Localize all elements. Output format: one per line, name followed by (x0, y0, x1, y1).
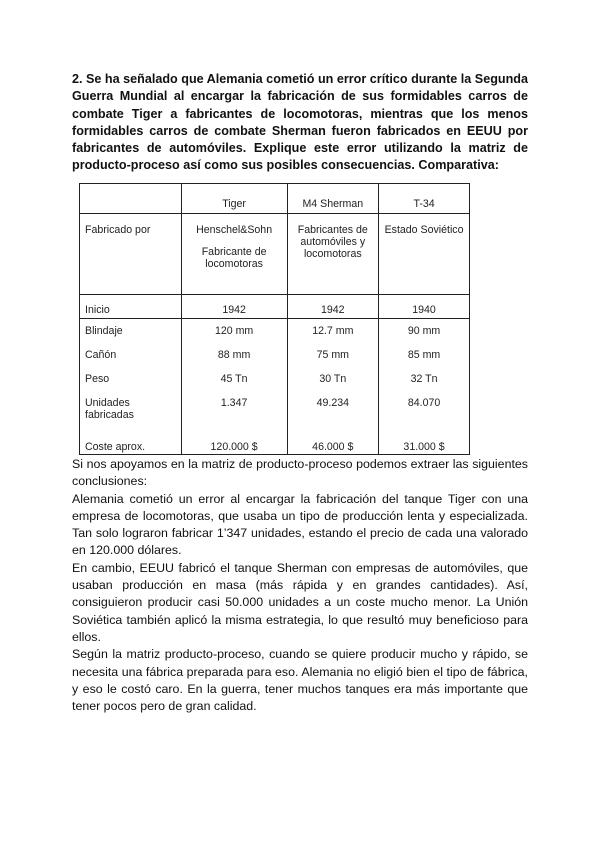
table-row-gun (80, 343, 470, 367)
cell-sherman: 12.7 mm (287, 319, 379, 344)
table-row-start (80, 295, 470, 319)
tiger-manufacturer: Henschel&Sohn (196, 224, 273, 236)
cell-t34: 90 mm (379, 319, 470, 344)
row-label: Cañón (80, 343, 182, 367)
cell-sherman: 46.000 $ (287, 435, 379, 455)
table-row-weight (80, 367, 470, 391)
row-label: Fabricado por (80, 214, 182, 295)
cell-t34: Estado Soviético (379, 214, 470, 295)
table-row-units (80, 391, 470, 435)
cell-sherman: 30 Tn (287, 367, 379, 391)
cell-tiger: 88 mm (181, 343, 287, 367)
answer-paragraph: Según la matriz producto-proceso, cuando se quiere producir mucho y rápido, se necesita una fábrica preparada para eso. Alemania no eligió bien el tipo de fábrica, y eso le costó caro. En la guerra, tener muchos tanques era más importante que tener pocos pero de gran calidad. (72, 647, 528, 714)
cell-t34: 85 mm (379, 343, 470, 367)
cell-tiger: 120 mm (181, 319, 287, 344)
row-label: Blindaje (80, 319, 182, 344)
table-row-armor (80, 319, 470, 344)
row-label: Peso (80, 367, 182, 391)
cell-t34: 1940 (379, 295, 470, 319)
cell-tiger: 1.347 (181, 391, 287, 435)
cell-tiger: 120.000 $ (181, 435, 287, 455)
answer-paragraph: Si nos apoyamos en la matriz de producto-proceso podemos extraer las siguientes conclusiones: (72, 457, 528, 489)
cell-t34: 84.070 (379, 391, 470, 435)
answer-paragraph: En cambio, EEUU fabricó el tanque Sherman con empresas de automóviles, que usaban producción en masa (más rápida y en grandes cantidades). Así, consiguieron producir casi 50.000 unidades a un coste mucho menor. La Unión Soviética también aplicó la misma estrategia, lo que resultó muy beneficioso para ellos. (72, 560, 528, 644)
question-text: 2. Se ha señalado que Alemania cometió un error crítico durante la Segunda Guerra Mundial al encargar la fabricación de sus formidables carros de combate Tiger a fabricantes de locomotoras, mientras que los menos formidables carros de combate Sherman fueron fabricados en EEUU por fabricantes de automóviles. Explique este error utilizando la matriz de producto-proceso así como sus posibles consecuencias. Comparativa: (72, 72, 528, 173)
cell-sherman: Fabricantes de automóviles y locomotoras (287, 214, 379, 295)
cell-tiger: 1942 (181, 295, 287, 319)
header-tiger: Tiger (181, 184, 287, 214)
cell-t34: 32 Tn (379, 367, 470, 391)
cell-sherman: 49.234 (287, 391, 379, 435)
cell-tiger: 45 Tn (181, 367, 287, 391)
answer-paragraph: Alemania cometió un error al encargar la fabricación del tanque Tiger con una empresa de locomotoras, que usaba un tipo de producción lenta y especializada. Tan solo lograron fabricar 1’347 unidades, estando el precio de cada una valorado en 120.000 dólares. (72, 491, 528, 558)
cell-t34: 31.000 $ (379, 435, 470, 455)
row-label: Inicio (80, 295, 182, 319)
cell-sherman: 75 mm (287, 343, 379, 367)
answer-text (72, 456, 528, 715)
comparison-table (79, 183, 470, 455)
row-label: Unidades fabricadas (80, 391, 182, 435)
table-row-manufacturer (80, 214, 470, 295)
cell-sherman: 1942 (287, 295, 379, 319)
header-empty-cell (80, 184, 182, 214)
cell-tiger (181, 214, 287, 295)
header-sherman: M4 Sherman (287, 184, 379, 214)
row-label: Coste aprox. (80, 435, 182, 455)
header-t34: T-34 (379, 184, 470, 214)
table-header-row (80, 184, 470, 214)
tiger-manufacturer-note: Fabricante de locomotoras (201, 246, 267, 270)
table-row-cost (80, 435, 470, 455)
